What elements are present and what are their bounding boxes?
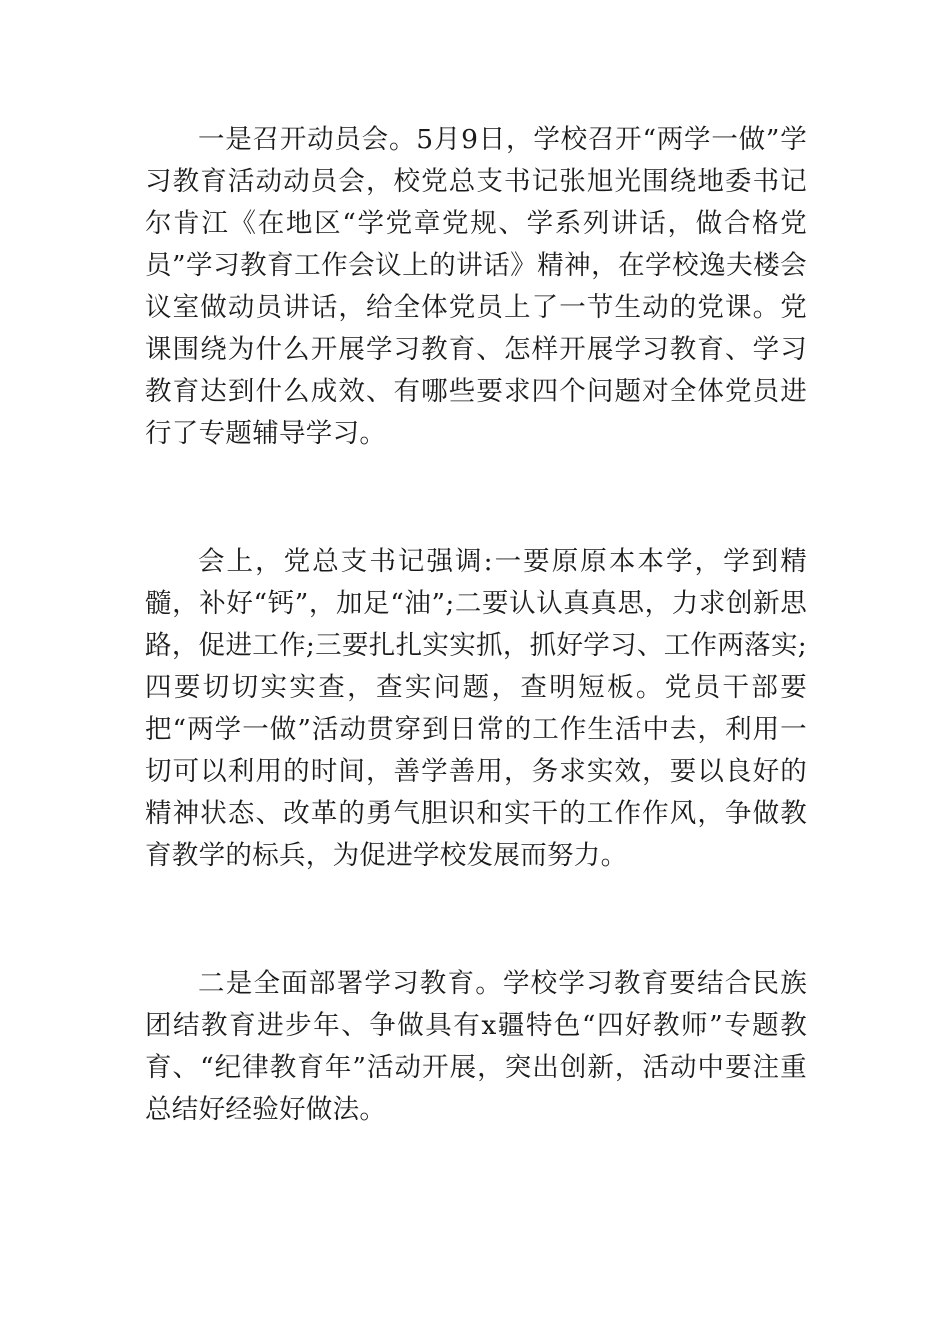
paragraph-mobilization-meeting: 一是召开动员会。5月9日，学校召开“两学一做”学习教育活动动员会，校党总支书记张旭光围绕地委书记尔肯江《在地区“学党章党规、学系列讲话，做合格党员”学习教育工作会议上的讲话》精神，在学校逸夫楼会议室做动员讲话，给全体党员上了一节生动的党课。党课围绕为什么开展学习教育、怎样开展学习教育、学习教育达到什么成效、有哪些要求四个问题对全体党员进行了专题辅导学习。: [145, 124, 807, 449]
paragraph-comprehensive-deployment: 二是全面部署学习教育。学校学习教育要结合民族团结教育进步年、争做具有x疆特色“四好教师”专题教育、“纪律教育年”活动开展，突出创新，活动中要注重总结好经验好做法。: [145, 968, 807, 1125]
paragraph-secretary-emphasis: 会上，党总支书记强调:一要原原本本学，学到精髓，补好“钙”，加足“油”;二要认认真真思，力求创新思路，促进工作;三要扎扎实实抓，抓好学习、工作两落实;四要切切实实查，查实问题，查明短板。党员干部要把“两学一做”活动贯穿到日常的工作生活中去，利用一切可以利用的时间，善学善用，务求实效，要以良好的精神状态、改革的勇气胆识和实干的工作作风，争做教育教学的标兵，为促进学校发展而努力。: [145, 546, 807, 871]
